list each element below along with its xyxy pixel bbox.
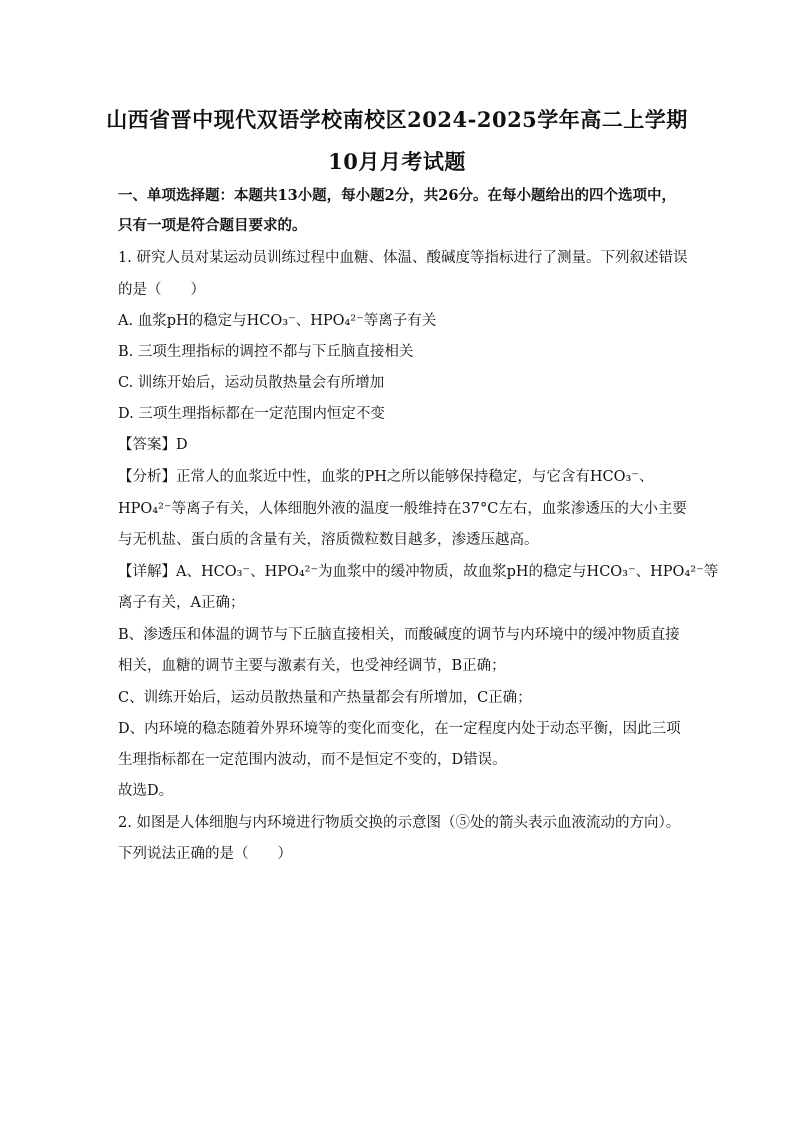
question2-stem-line2: 下列说法正确的是（ ） [118,846,292,862]
question1-detail-line3: B、渗透压和体温的调节与下丘脑直接相关，而酸碱度的调节与内环境中的缓冲物质直接 [118,627,680,643]
question1-option-d: D. 三项生理指标都在一定范围内恒定不变 [118,406,385,422]
question1-stem-line2: 的是（ ） [118,282,205,298]
question1-analysis-line1: 【分析】正常人的血浆近中性，血浆的PH之所以能够保持稳定，与它含有HCO₃⁻、 [118,469,654,485]
question1-detail-line5: C、训练开始后，运动员散热量和产热量都会有所增加，C正确； [118,690,532,706]
question1-stem-line1: 1. 研究人员对某运动员训练过程中血糖、体温、酸碱度等指标进行了测量。下列叙述错误 [118,250,688,266]
question1-option-a: A. 血浆pH的稳定与HCO₃⁻、HPO₄²⁻等离子有关 [118,313,437,329]
document-title-line1: 山西省晋中现代双语学校南校区2024-2025学年高二上学期 [106,107,688,132]
question1-analysis-line3: 与无机盐、蛋白质的含量有关，溶质微粒数目越多，渗透压越高。 [118,532,539,548]
question1-analysis-line2: HPO₄²⁻等离子有关，人体细胞外液的温度一般维持在37°C左右，血浆渗透压的大小主要 [118,501,687,517]
section-heading-line1: 一、单项选择题：本题共13小题，每小题2分，共26分。在每小题给出的四个选项中， [118,187,676,204]
question1-option-b: B. 三项生理指标的调控不都与下丘脑直接相关 [118,344,414,360]
document-title-line2: 10月月考试题 [328,149,466,174]
question2-stem-line1: 2. 如图是人体细胞与内环境进行物质交换的示意图（⑤处的箭头表示血液流动的方向）。 [118,815,681,831]
question1-detail-line7: 生理指标都在一定范围内波动，而不是恒定不变的，D错误。 [118,752,507,768]
question1-detail-line6: D、内环境的稳态随着外界环境等的变化而变化，在一定程度内处于动态平衡，因此三项 [118,721,681,737]
question1-conclusion: 故选D。 [118,783,174,799]
question1-detail-line1: 【详解】A、HCO₃⁻、HPO₄²⁻为血浆中的缓冲物质，故血浆pH的稳定与HCO₃⁻、HPO₄²⁻等 [118,564,719,580]
question1-detail-line4: 相关，血糖的调节主要与激素有关，也受神经调节，B正确； [118,658,506,674]
question1-detail-line2: 离子有关，A正确； [118,595,245,611]
question1-option-c: C. 训练开始后，运动员散热量会有所增加 [118,375,385,391]
section-heading-line2: 只有一项是符合题目要求的。 [118,217,307,234]
question1-answer: 【答案】D [118,437,188,453]
